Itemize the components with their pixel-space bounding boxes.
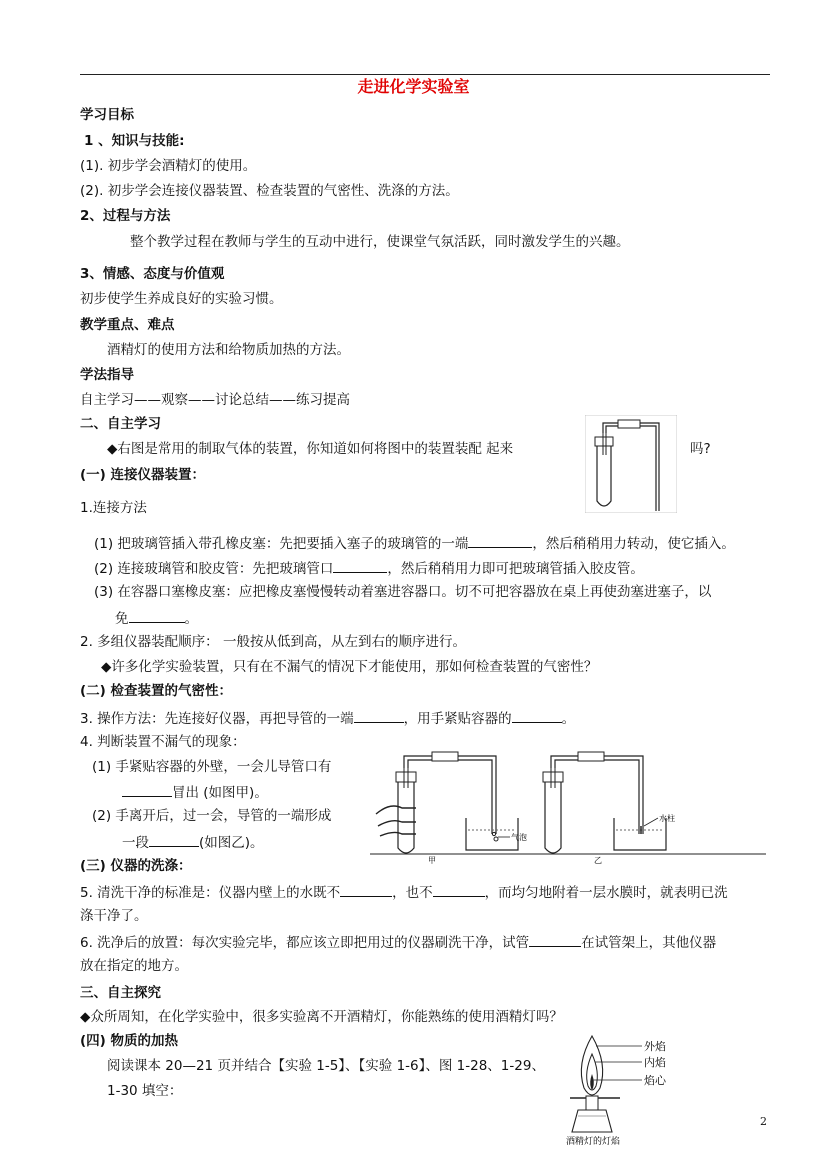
airtight-operation: 3. 操作方法：先连接好仪器，再把导管的一端 ，用手紧贴容器的 。 [80, 708, 575, 728]
washing-storage: 6. 洗净后的放置：每次实验完毕，都应该立即把用过的仪器刷洗干净，试管 在试管架上，其他仪器 [80, 932, 716, 952]
label-yi: 乙 [594, 856, 602, 864]
heading-washing: (三) 仪器的洗涤： [80, 858, 192, 874]
washing-standard-cont: 涤干净了。 [80, 908, 148, 924]
question-assembly-end: 吗? [690, 441, 711, 457]
heading-attitude: 3、情感、态度与价值观 [80, 266, 225, 282]
heading-knowledge: 1 、知识与技能: [84, 133, 185, 149]
heading-airtight: (二) 检查装置的气密性： [80, 683, 233, 699]
judge-item-2: (2) 手离开后，过一会，导管的一端形成 [92, 808, 332, 824]
attitude-text: 初步使学生养成良好的实验习惯。 [80, 291, 283, 307]
judge-item-1-cont: 冒出 (如图甲)。 [122, 782, 268, 802]
judge-item-2-cont: 一段 (如图乙)。 [122, 832, 264, 852]
goal-item-2: (2). 初步学会连接仪器装置、检查装置的气密性、洗涤的方法。 [80, 183, 459, 199]
label-inner-flame: 内焰 [644, 1056, 666, 1069]
tube-apparatus-figure [585, 415, 677, 513]
connect-step-3: (3) 在容器口塞橡皮塞：应把橡皮塞慢慢转动着塞进容器口。切不可把容器放在桌上再使劲塞进塞子，以 [94, 584, 712, 600]
question-airtight: ◆许多化学实验装置，只有在不漏气的情况下才能使用，那如何检查装置的气密性？ [101, 659, 598, 675]
heading-self-study: 二、自主学习 [80, 416, 161, 432]
heading-connect: (一) 连接仪器装置： [80, 467, 206, 483]
heading-goals: 学习目标 [80, 107, 134, 123]
heading-method: 学法指导 [80, 367, 134, 383]
page-number: 2 [760, 1115, 767, 1128]
judge-item-1: (1) 手紧贴容器的外壁，一会儿导管口有 [92, 759, 332, 775]
assembly-order: 2. 多组仪器装配顺序： 一般按从低到高，从左到右的顺序进行。 [80, 634, 466, 650]
connect-step-3-cont: 免 。 [115, 608, 198, 628]
alcohol-lamp-flame-figure [548, 1030, 678, 1148]
connect-methods: 1.连接方法 [80, 500, 147, 516]
reading-instruction: 阅读课本 20—21 页并结合【实验 1-5】、【实验 1-6】、图 1-28、1-29、 [107, 1058, 545, 1074]
label-water-column: 水柱 [659, 814, 675, 823]
label-flame-core: 焰心 [644, 1074, 666, 1087]
washing-standard: 5. 清洗干净的标准是：仪器内壁上的水既不 ，也不 ，而均匀地附着一层水膜时，就表明已洗 [80, 882, 728, 902]
lamp-caption: 酒精灯的灯焰 [566, 1137, 621, 1147]
method-text: 自主学习——观察——讨论总结——练习提高 [80, 392, 350, 408]
washing-storage-cont: 放在指定的地方。 [80, 958, 188, 974]
reading-instruction-cont: 1-30 填空： [107, 1083, 183, 1099]
question-lamp: ◆众所周知，在化学实验中，很多实验离不开酒精灯，你能熟练的使用酒精灯吗？ [80, 1009, 563, 1025]
heading-process: 2、过程与方法 [80, 208, 171, 224]
heading-explore: 三、自主探究 [80, 985, 161, 1001]
label-outer-flame: 外焰 [644, 1040, 666, 1053]
airtight-judge: 4. 判断装置不漏气的现象： [80, 734, 246, 750]
airtightness-figure [368, 742, 768, 864]
connect-step-2: (2) 连接玻璃管和胶皮管：先把玻璃管口 ，然后稍稍用力即可把玻璃管插入胶皮管。 [94, 558, 644, 578]
process-text: 整个教学过程在教师与学生的互动中进行，使课堂气氛活跃，同时激发学生的兴趣。 [130, 234, 630, 250]
question-assembly: ◆右图是常用的制取气体的装置，你知道如何将图中的装置装配 起来 [107, 441, 514, 457]
label-jia: 甲 [428, 856, 436, 864]
connect-step-1: (1) 把玻璃管插入带孔橡皮塞：先把要插入塞子的玻璃管的一端 ，然后稍稍用力转动，使它插入。 [94, 533, 735, 553]
goal-item-1: (1). 初步学会酒精灯的使用。 [80, 158, 257, 174]
page-title: 走进化学实验室 [357, 77, 470, 96]
label-bubble: 气泡 [511, 833, 527, 842]
key-points-text: 酒精灯的使用方法和给物质加热的方法。 [107, 342, 350, 358]
heading-key-points: 教学重点、难点 [80, 317, 175, 333]
heading-heating: (四) 物质的加热 [80, 1033, 179, 1049]
header-rule [80, 74, 770, 75]
